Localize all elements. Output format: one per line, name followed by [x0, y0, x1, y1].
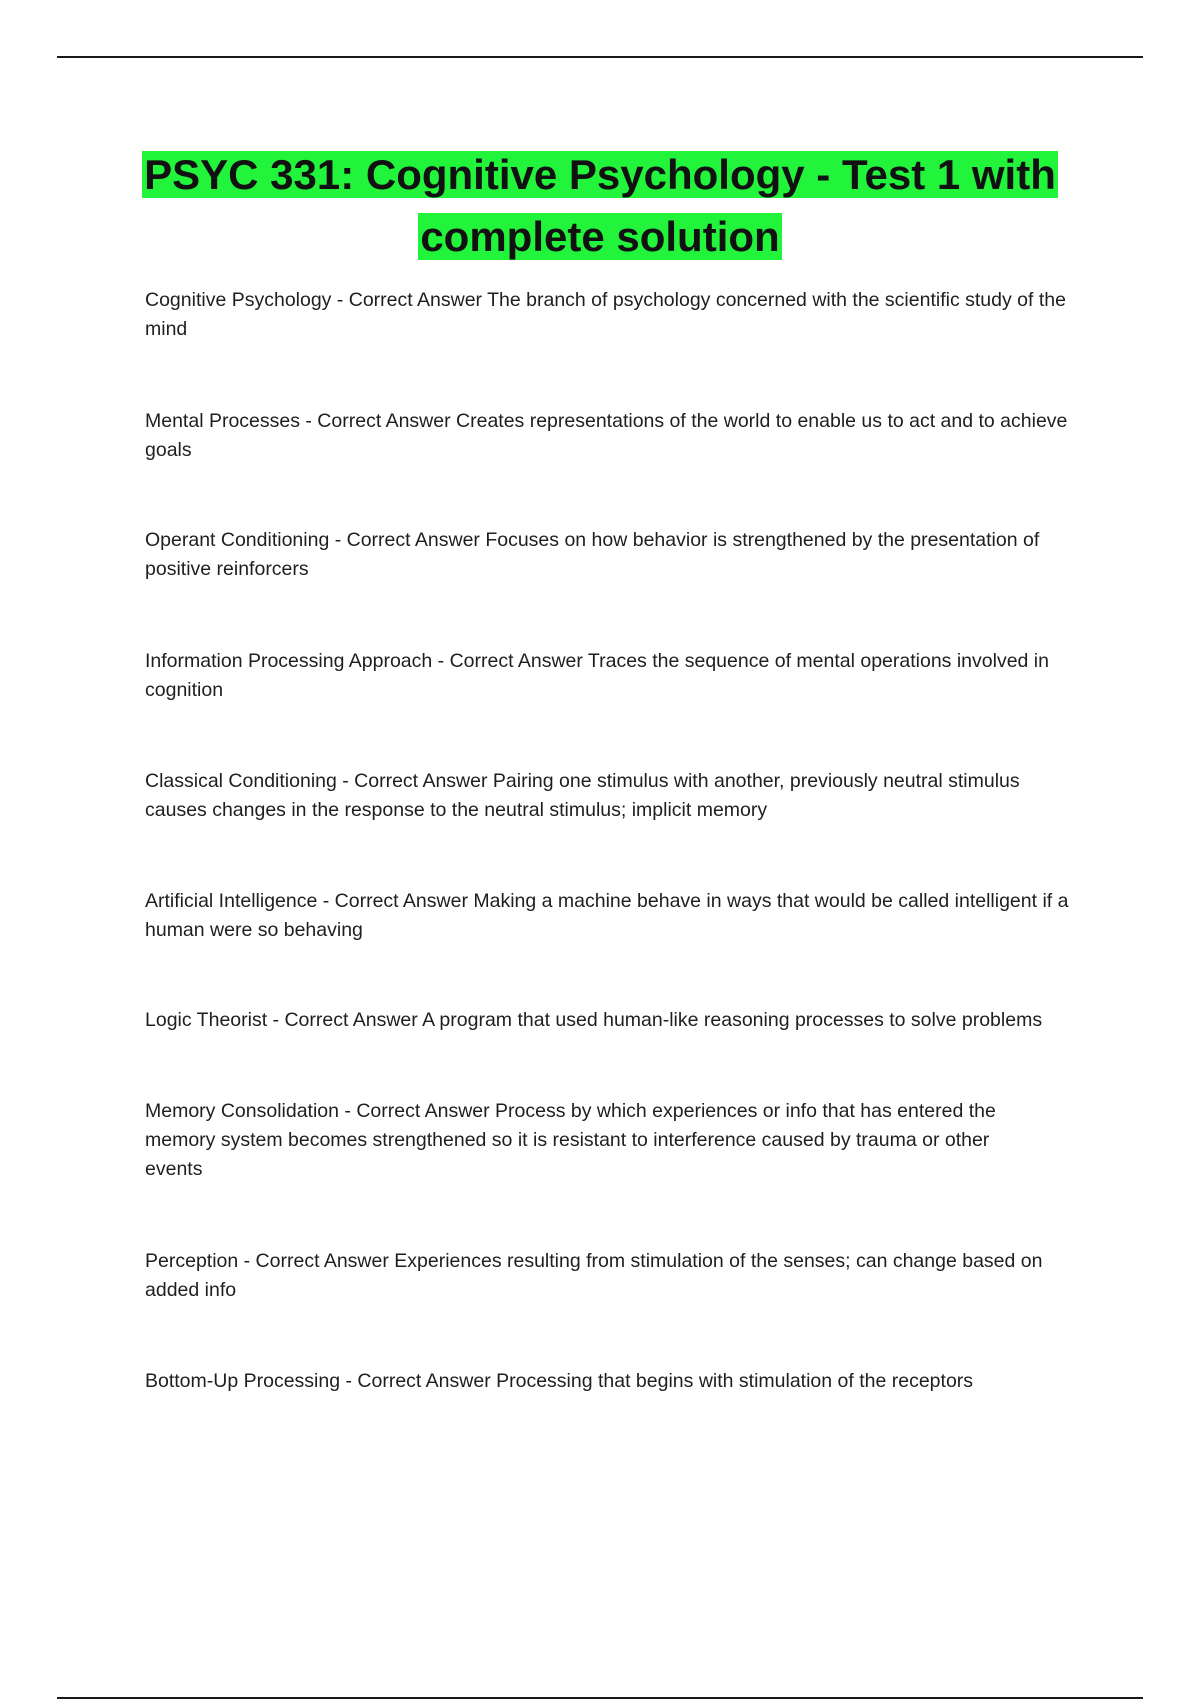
bottom-divider: [57, 1697, 1143, 1699]
top-divider: [57, 56, 1143, 58]
entry-information-processing: Information Processing Approach - Correct Answer Traces the sequence of mental operations involved in cognition: [145, 650, 1049, 701]
document-title: PSYC 331: Cognitive Psychology - Test 1 with complete solution: [144, 151, 1056, 260]
title-block: [100, 144, 1100, 268]
entry-classical-conditioning: Classical Conditioning - Correct Answer Pairing one stimulus with another, previously neutral stimulus causes changes in the response to the neutral stimulus; implicit memory: [145, 770, 1020, 821]
entry-perception: Perception - Correct Answer Experiences resulting from stimulation of the senses; can change based on added info: [145, 1250, 1043, 1301]
entry-artificial-intelligence: Artificial Intelligence - Correct Answer Making a machine behave in ways that would be called intelligent if a human were so behaving: [145, 890, 1069, 941]
entry-memory-consolidation: Memory Consolidation - Correct Answer Process by which experiences or info that has entered the memory system becomes strengthened so it is resistant to interference caused by trauma or other events: [145, 1100, 996, 1180]
entry-operant-conditioning: Operant Conditioning - Correct Answer Focuses on how behavior is strengthened by the presentation of positive reinforcers: [145, 529, 1040, 580]
entry-bottom-up-processing: Bottom-Up Processing - Correct Answer Processing that begins with stimulation of the receptors: [145, 1370, 974, 1392]
entry-mental-processes: Mental Processes - Correct Answer Creates representations of the world to enable us to act and to achieve goals: [145, 410, 1068, 461]
entry-logic-theorist: Logic Theorist - Correct Answer A program that used human-like reasoning processes to solve problems: [145, 1009, 1043, 1031]
entry-cognitive-psychology: Cognitive Psychology - Correct Answer The branch of psychology concerned with the scientific study of the mind: [145, 289, 1066, 340]
